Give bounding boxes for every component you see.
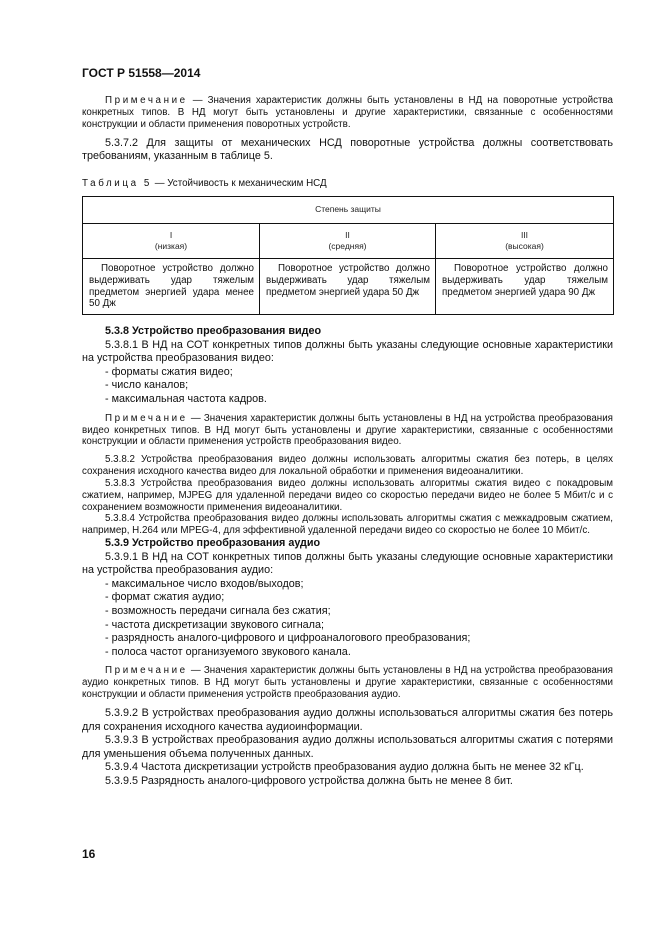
note-label: Примечание [105, 412, 188, 424]
list-item: - частота дискретизации звукового сигнала; [105, 618, 324, 631]
cell-text: Поворотное устройство должно выдерживать удар тяжелым предметом энергией удара менее 50 Дж [89, 262, 254, 310]
note-paragraph [82, 413, 613, 449]
table-header-cell: Степень защиты [83, 196, 614, 223]
list-item: - возможность передачи сигнала без сжатия; [105, 604, 331, 617]
section-heading-5-3-9: 5.3.9 Устройство преобразования аудио [105, 536, 321, 549]
level-name: (высокая) [505, 240, 544, 251]
table-header-row [83, 196, 614, 223]
note-text: — Значения характеристик должны быть установлены в НД на поворотные устройства конкретных типов. В НД могут быть установлены и другие характеристики, связанные с особенностями конструкции и области применения поворотных устройств. [82, 95, 613, 130]
list-item: - разрядность аналого-цифрового и цифроаналогового преобразования; [105, 632, 471, 645]
paragraph-5-3-9-4: 5.3.9.4 Частота дискретизации устройств преобразования аудио должна быть не менее 32 кГц. [105, 761, 584, 774]
level-roman: III [520, 229, 529, 240]
paragraph-5-3-9-3: 5.3.9.3 В устройствах преобразования аудио должны использоваться алгоритмы сжатия с потерями для уменьшения объема полученных данных. [82, 734, 613, 760]
note-text: — Значения характеристик должны быть установлены в НД на устройства преобразования аудио конкретных типов. В НД могут быть установлены и другие характеристики, связанные с особенностями конструкции и области применения устройств преобразования аудио. [82, 665, 613, 701]
level-name: (средняя) [328, 240, 367, 251]
level-cell [436, 223, 614, 258]
table-caption-label: Таблица 5 [82, 177, 152, 189]
list-item: - максимальное число входов/выходов; [105, 577, 304, 590]
level-roman: I [169, 229, 173, 240]
paragraph-5-3-8-1: 5.3.8.1 В НД на СОТ конкретных типов должны быть указаны следующие основные характеристики на устройства преобразования видео: [82, 338, 613, 365]
cell-text: Поворотное устройство должно выдерживать удар тяжелым предметом энергией удара 50 Дж [266, 262, 430, 298]
level-roman: II [345, 229, 350, 240]
note-paragraph [82, 665, 613, 701]
paragraph-5-3-8-3: 5.3.8.3 Устройства преобразования видео должны использовать алгоритмы сжатия видео с покадровым сжатием, например, MJPEG для удаленной передачи видео со скоростью передачи видео не более 5 Мбит/с и с сохранением возможности применения видеоаналитики. [82, 477, 613, 513]
list-item: - полоса частот организуемого звукового канала. [105, 645, 351, 658]
paragraph-5-3-9-5: 5.3.9.5 Разрядность аналого-цифрового устройства должна быть не менее 8 бит. [105, 774, 513, 787]
list-item: - формат сжатия аудио; [105, 591, 225, 604]
paragraph-5-3-9-2: 5.3.9.2 В устройствах преобразования аудио должны использоваться алгоритмы сжатия без потерь для сохранения исходного качества аудиоинформации. [82, 707, 613, 733]
list-item: - максимальная частота кадров. [105, 393, 267, 406]
table-caption [82, 178, 613, 190]
list-item: - число каналов; [105, 379, 189, 392]
table-levels-row [83, 223, 614, 258]
section-heading-5-3-8: 5.3.8 Устройство преобразования видео [105, 325, 322, 338]
page-number: 16 [82, 847, 96, 861]
paragraph-5-3-9-1: 5.3.9.1 В НД на СОТ конкретных типов должны быть указаны следующие основные характеристики на устройства преобразования аудио: [82, 550, 613, 577]
paragraph-5-3-8-2: 5.3.8.2 Устройства преобразования видео должны использовать алгоритмы сжатия без потерь, в целях сохранения исходного качества видео для локальной обработки и применения видеоаналитики. [82, 454, 613, 478]
table-cell [83, 258, 260, 314]
table-cell [436, 258, 614, 314]
level-cell [260, 223, 436, 258]
level-cell [83, 223, 260, 258]
cell-text: Поворотное устройство должно выдерживать удар тяжелым предметом энергией удара 90 Дж [442, 262, 608, 298]
paragraph-5-3-8-4: 5.3.8.4 Устройства преобразования видео должны использовать алгоритмы сжатия с межкадровым сжатием, например, H.264 или MPEG-4, для эффективной удаленной передачи видео со скоростью не более 10 Мбит/с. [82, 513, 613, 537]
page-header: ГОСТ Р 51558—2014 [82, 66, 201, 80]
table-caption-text: — Устойчивость к механическим НСД [154, 177, 327, 189]
table-body-row [83, 258, 614, 314]
paragraph-5-3-7-2: 5.3.7.2 Для защиты от механических НСД поворотные устройства должны соответствовать требованиям, указанным в таблице 5. [82, 136, 613, 163]
note-paragraph [82, 95, 613, 131]
note-label: Примечание [105, 665, 188, 677]
note-label: Примечание [105, 95, 188, 106]
table-cell [260, 258, 436, 314]
note-text: — Значения характеристик должны быть установлены в НД на устройства преобразования видео конкретных типов. В НД могут быть установлены и другие характеристики, связанные с особенностями конструкции и области применения устройств преобразования видео. [82, 412, 613, 448]
level-name: (низкая) [154, 240, 188, 251]
page-content [82, 95, 613, 789]
table-5 [82, 196, 614, 315]
list-item: - форматы сжатия видео; [105, 365, 233, 378]
